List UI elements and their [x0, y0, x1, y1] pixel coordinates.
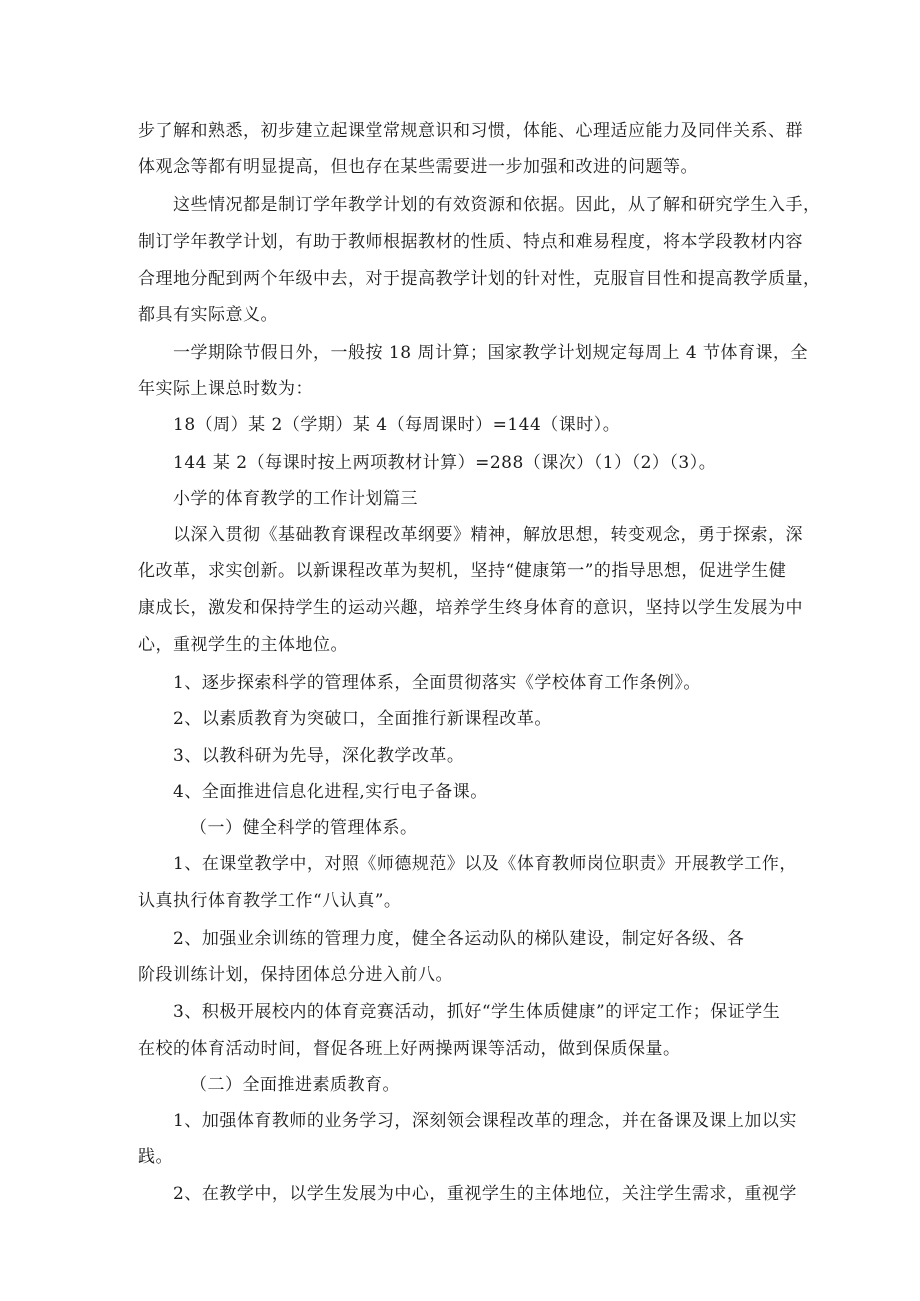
list-item: 2、加强业余训练的管理力度，健全各运动队的梯队建设，制定好各级、各	[173, 929, 745, 949]
text-line: 化改革，求实创新。以新课程改革为契机，坚持“健康第一”的指导思想，促进学生健	[138, 561, 787, 581]
text-line: 以深入贯彻《基础教育课程改革纲要》精神，解放思想，转变观念，勇于探索，深	[173, 525, 803, 545]
list-item: 3、积极开展校内的体育竞赛活动，抓好“学生体质健康”的评定工作；保证学生	[173, 1002, 781, 1022]
text-line: 18（周）某 2（学期）某 4（每周课时）=144（课时）。	[173, 415, 621, 435]
list-item: 3、以教科研为先导，深化教学改革。	[173, 746, 465, 766]
text-line: 阶段训练计划，保持团体总分进入前八。	[138, 965, 453, 985]
text-line: 制订学年教学计划，有助于教师根据教材的性质、特点和难易程度，将本学段教材内容	[138, 232, 803, 252]
text-line: 年实际上课总时数为：	[138, 379, 313, 399]
text-line: 践。	[138, 1147, 173, 1167]
list-item: 2、在教学中，以学生发展为中心，重视学生的主体地位，关注学生需求，重视学	[173, 1184, 797, 1204]
text-line: 合理地分配到两个年级中去，对于提高教学计划的针对性，克服盲目性和提高教学质量，	[138, 269, 821, 289]
subsection-heading: （二）全面推进素质教育。	[190, 1075, 400, 1095]
list-item: 1、在课堂教学中，对照《师德规范》以及《体育教师岗位职责》开展教学工作，	[173, 854, 797, 874]
list-item: 1、加强体育教师的业务学习，深刻领会课程改革的理念，并在备课及课上加以实	[173, 1111, 797, 1131]
text-line: 心，重视学生的主体地位。	[138, 635, 348, 655]
text-line: 步了解和熟悉，初步建立起课堂常规意识和习惯，体能、心理适应能力及同伴关系、群	[138, 121, 803, 141]
text-line: 康成长，激发和保持学生的运动兴趣，培养学生终身体育的意识，坚持以学生发展为中	[138, 598, 803, 618]
subsection-heading: （一）健全科学的管理体系。	[190, 818, 418, 838]
text-line: 在校的体育活动时间，督促各班上好两操两课等活动，做到保质保量。	[138, 1039, 681, 1059]
list-item: 4、全面推进信息化进程,实行电子备课。	[173, 782, 488, 802]
text-line: 都具有实际意义。	[138, 305, 278, 325]
text-line: 认真执行体育教学工作“八认真”。	[138, 891, 402, 911]
text-line: 这些情况都是制订学年教学计划的有效资源和依据。因此，从了解和研究学生入手，	[173, 195, 821, 215]
text-line: 144 某 2（每课时按上两项教材计算）=288（课次）（1）（2）（3）。	[173, 453, 717, 473]
list-item: 2、以素质教育为突破口，全面推行新课程改革。	[173, 709, 552, 729]
text-line: 一学期除节假日外，一般按 18 周计算；国家教学计划规定每周上 4 节体育课，全	[173, 343, 809, 363]
section-heading: 小学的体育教学的工作计划篇三	[173, 489, 418, 509]
list-item: 1、逐步探索科学的管理体系，全面贯彻落实《学校体育工作条例》。	[173, 673, 701, 693]
text-line: 体观念等都有明显提高，但也存在某些需要进一步加强和改进的问题等。	[138, 157, 698, 177]
